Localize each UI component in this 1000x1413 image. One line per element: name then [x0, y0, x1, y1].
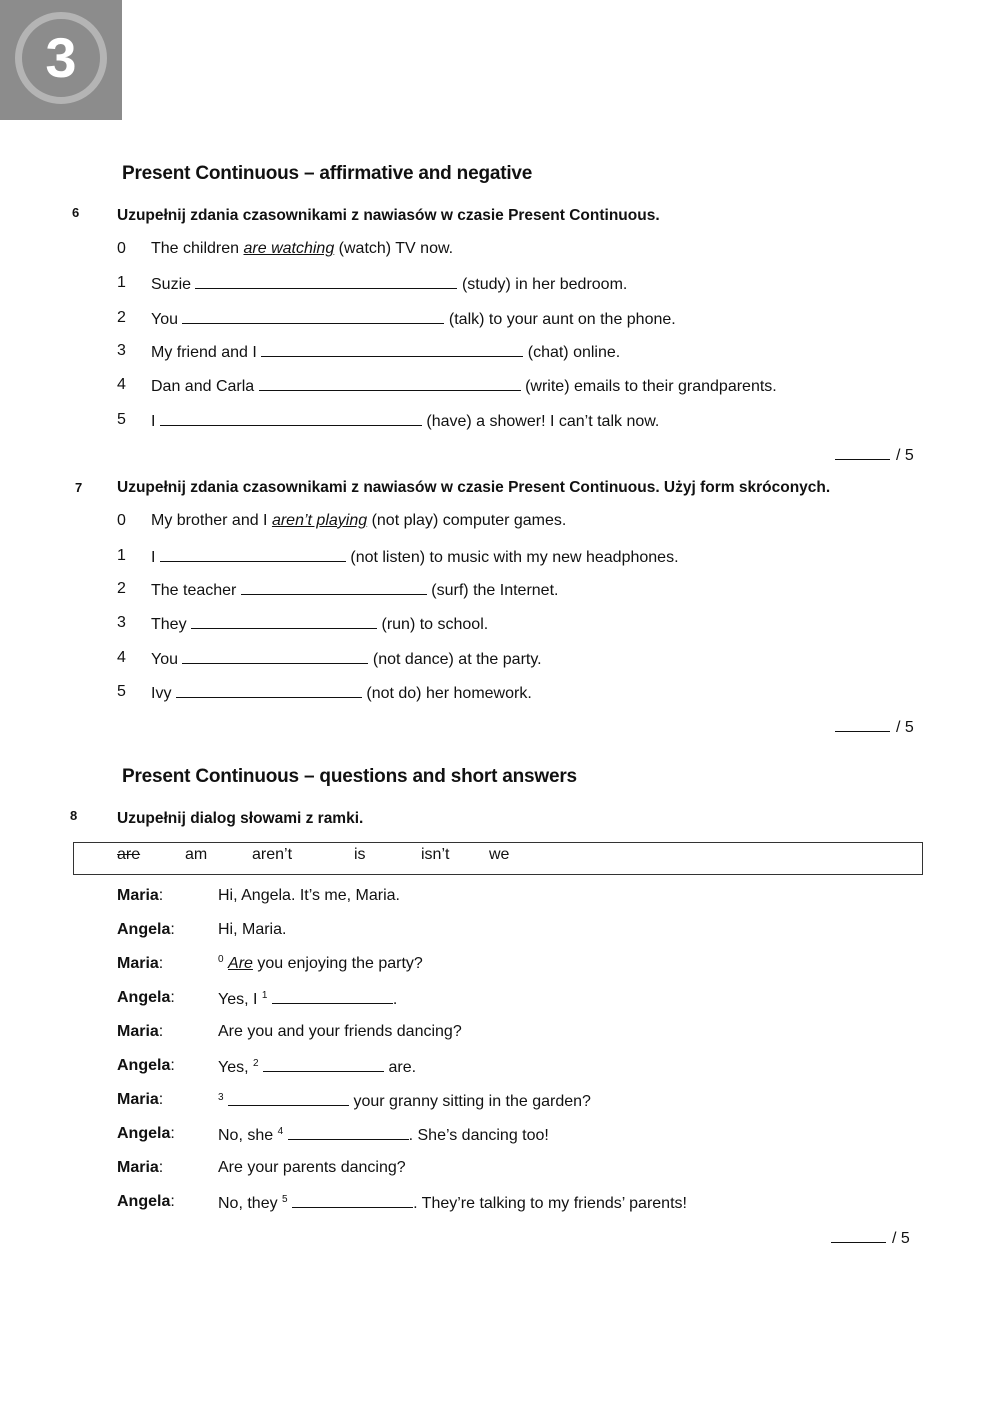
- answer-blank[interactable]: [182, 649, 368, 664]
- dialog-text: Hi, Angela. It’s me, Maria.: [218, 887, 400, 904]
- item-subject: They: [151, 616, 187, 633]
- word-box-item: is: [354, 846, 366, 863]
- speaker-name: Maria: [117, 1091, 159, 1108]
- word-box-item: isn’t: [421, 846, 450, 863]
- item-subject: The children: [151, 240, 240, 257]
- exercise-number-8: 8: [70, 808, 78, 823]
- gap-number: 4: [277, 1126, 284, 1137]
- score-max: / 5: [896, 719, 914, 736]
- dialog-text: . She’s dancing too!: [408, 1127, 549, 1144]
- answer-blank[interactable]: [261, 342, 523, 357]
- item-number: 1: [117, 274, 126, 291]
- exercise-8-score: [831, 1228, 910, 1248]
- gap-number: 0: [218, 954, 224, 965]
- item-rest: (not listen) to music with my new headphones.: [350, 549, 679, 566]
- speaker-name: Angela: [117, 1057, 171, 1074]
- dialog-text: Yes,: [218, 1059, 249, 1076]
- answer-blank[interactable]: [259, 376, 521, 391]
- speaker-name: Angela: [117, 921, 171, 938]
- answer-blank[interactable]: [182, 309, 444, 324]
- item-subject: The teacher: [151, 582, 237, 599]
- item-rest: (run) to school.: [381, 616, 489, 633]
- exercise-number-7: 7: [75, 480, 83, 495]
- item-subject: You: [151, 651, 178, 668]
- answer-blank[interactable]: [292, 1193, 413, 1208]
- answer-blank[interactable]: [160, 411, 422, 426]
- dialog-text: .: [392, 991, 398, 1008]
- answer-blank[interactable]: [241, 580, 427, 595]
- example-answer: aren’t playing: [271, 512, 368, 529]
- score-max: / 5: [896, 447, 914, 464]
- dialog-text: are.: [388, 1059, 417, 1076]
- item-number: 3: [117, 342, 126, 359]
- item-number: 0: [117, 512, 126, 529]
- answer-blank[interactable]: [288, 1125, 409, 1140]
- dialog-text: No, she: [218, 1127, 274, 1144]
- gap-number: 5: [282, 1194, 288, 1205]
- item-subject: My brother and I: [151, 512, 268, 529]
- score-blank[interactable]: [835, 717, 890, 732]
- item-number: 1: [117, 547, 126, 564]
- item-rest: (surf) the Internet.: [431, 582, 559, 599]
- section-title-affirmative-negative: Present Continuous – affirmative and negative: [122, 163, 533, 184]
- exercise-7-score: [835, 717, 914, 737]
- item-rest: (write) emails to their grandparents.: [525, 378, 777, 395]
- item-number: 5: [117, 683, 126, 700]
- item-rest: (study) in her bedroom.: [461, 276, 628, 293]
- speaker-name: Angela: [117, 989, 171, 1006]
- item-number: 4: [117, 649, 126, 666]
- item-number: 3: [117, 614, 126, 631]
- answer-blank[interactable]: [191, 614, 377, 629]
- item-subject: Ivy: [151, 685, 172, 702]
- item-subject: I: [151, 413, 156, 430]
- exercise-number-6: 6: [72, 205, 80, 220]
- gap-number: 1: [261, 990, 268, 1001]
- exercise-6-score: [835, 445, 914, 465]
- score-max: / 5: [892, 1230, 910, 1247]
- speaker-name: Angela: [117, 1125, 171, 1142]
- speaker-name: Maria: [117, 887, 159, 904]
- answer-blank[interactable]: [272, 989, 393, 1004]
- exercise-8-instruction: Uzupełnij dialog słowami z ramki.: [117, 810, 364, 827]
- item-number: 0: [117, 240, 126, 257]
- answer-blank[interactable]: [176, 683, 362, 698]
- dialog-text: Hi, Maria.: [218, 921, 287, 938]
- exercise-6-instruction: Uzupełnij zdania czasownikami z nawiasów w czasie Present Continuous.: [117, 207, 660, 224]
- item-number: 2: [117, 580, 126, 597]
- dialog-text: Yes, I: [218, 991, 258, 1008]
- dialog-text: Are you and your friends dancing?: [218, 1023, 462, 1040]
- unit-badge: [0, 0, 122, 120]
- item-rest: (watch) TV now.: [338, 240, 454, 257]
- dialog-text: . They’re talking to my friends’ parents!: [413, 1195, 687, 1212]
- answer-blank[interactable]: [263, 1057, 384, 1072]
- speaker-name: Maria: [117, 1159, 159, 1176]
- speaker-name: Angela: [117, 1193, 171, 1210]
- item-number: 2: [117, 309, 126, 326]
- unit-number: 3: [45, 26, 77, 89]
- item-subject: My friend and I: [151, 344, 257, 361]
- answer-blank[interactable]: [195, 274, 457, 289]
- word-box-item: am: [185, 846, 208, 863]
- item-subject: You: [151, 311, 178, 328]
- word-box-item: are: [117, 846, 141, 863]
- item-rest: (not do) her homework.: [366, 685, 532, 702]
- dialog-text: you enjoying the party?: [257, 955, 423, 972]
- score-blank[interactable]: [835, 445, 890, 460]
- gap-number: 3: [218, 1092, 224, 1103]
- gap-number: 2: [253, 1058, 259, 1069]
- word-box: [73, 842, 923, 875]
- dialog-text: No, they: [218, 1195, 278, 1212]
- item-rest: (not dance) at the party.: [372, 651, 542, 668]
- example-answer: Are: [228, 955, 253, 972]
- item-rest: (have) a shower! I can’t talk now.: [426, 413, 660, 430]
- dialog-text: your granny sitting in the garden?: [353, 1093, 591, 1110]
- item-rest: (talk) to your aunt on the phone.: [448, 311, 676, 328]
- item-subject: I: [151, 549, 156, 566]
- speaker-name: Maria: [117, 1023, 159, 1040]
- answer-blank[interactable]: [160, 547, 346, 562]
- item-number: 4: [117, 376, 126, 393]
- item-number: 5: [117, 411, 126, 428]
- speaker-name: Maria: [117, 955, 159, 972]
- section-title-questions-answers: Present Continuous – questions and short answers: [122, 766, 577, 787]
- item-rest: (chat) online.: [527, 344, 621, 361]
- word-box-item: we: [489, 846, 510, 863]
- example-answer: are watching: [243, 240, 335, 257]
- item-subject: Dan and Carla: [151, 378, 255, 395]
- score-blank[interactable]: [831, 1228, 886, 1243]
- word-box-item: aren’t: [252, 846, 293, 863]
- exercise-7-instruction: Uzupełnij zdania czasownikami z nawiasów w czasie Present Continuous. Użyj form skróconych.: [117, 479, 831, 496]
- dialog-text: Are your parents dancing?: [218, 1159, 406, 1176]
- answer-blank[interactable]: [228, 1091, 349, 1106]
- item-rest: (not play) computer games.: [371, 512, 567, 529]
- item-subject: Suzie: [151, 276, 192, 293]
